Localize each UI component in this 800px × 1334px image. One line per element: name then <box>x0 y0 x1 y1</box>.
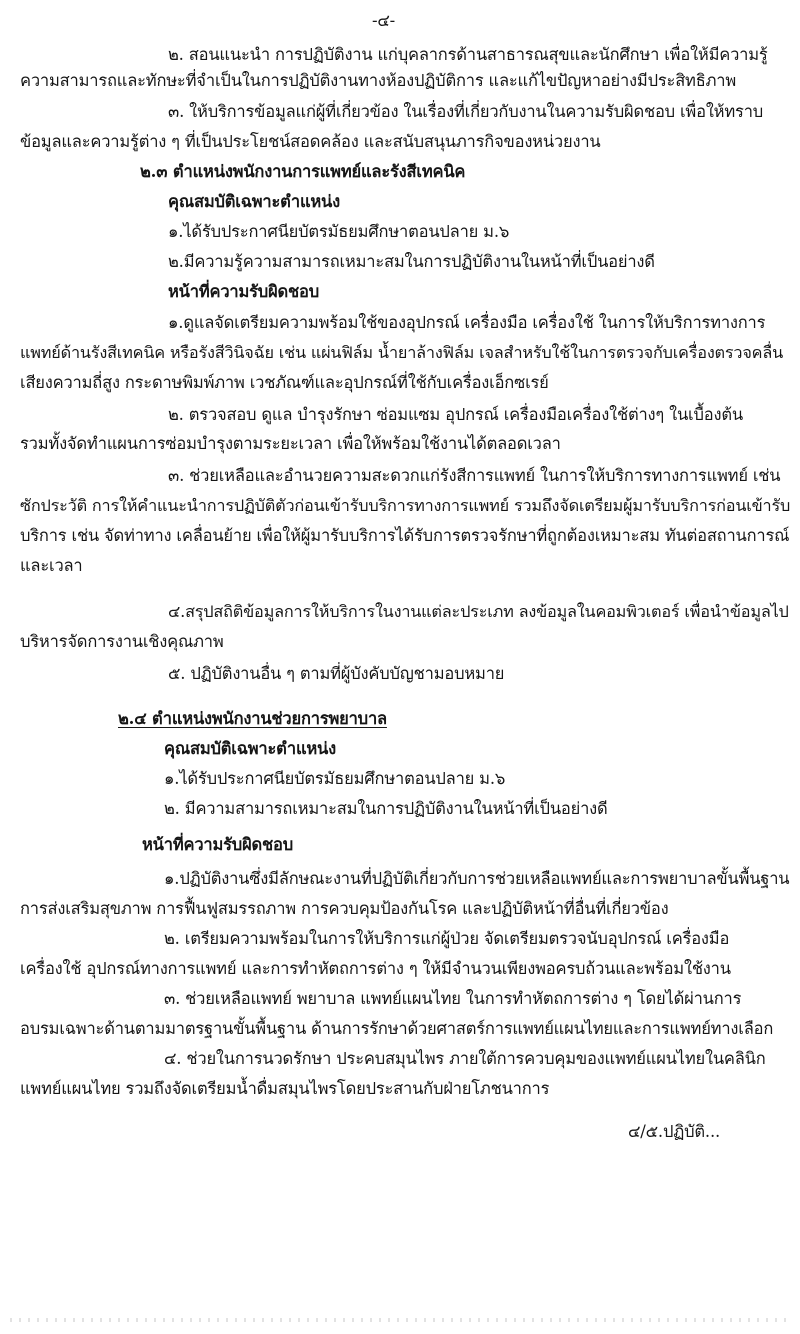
text-line: ๒.มีความรู้ความสามารถเหมาะสมในการปฏิบัติงานในหน้าที่เป็นอย่างดี <box>168 252 655 271</box>
text-line: รวมทั้งจัดทำแผนการซ่อมบำรุงตามระยะเวลา เพื่อให้พร้อมใช้งานได้ตลอดเวลา <box>20 434 561 453</box>
text-line: ๒. สอนแนะนำ การปฏิบัติงาน แก่บุคลากรด้านสาธารณสุขและนักศึกษา เพื่อให้มีความรู้ <box>168 45 768 64</box>
text-line: ๕. ปฏิบัติงานอื่น ๆ ตามที่ผู้บังคับบัญชามอบหมาย <box>168 664 505 683</box>
text-line: แพทย์แผนไทย รวมถึงจัดเตรียมน้ำดื่มสมุนไพรโดยประสานกับฝ่ายโภชนาการ <box>20 1079 550 1098</box>
text-line: เครื่องใช้ อุปกรณ์ทางการแพทย์ และการทำหัตถการต่าง ๆ ให้มีจำนวนเพียงพอครบถ้วนและพร้อมใช้งาน <box>20 959 731 978</box>
text-line: ๔. ช่วยในการนวดรักษา ประคบสมุนไพร ภายใต้การควบคุมของแพทย์แผนไทยในคลินิก <box>164 1049 766 1068</box>
text-line: ๑.ดูแลจัดเตรียมความพร้อมใช้ของอุปกรณ์ เครื่องมือ เครื่องใช้ ในการให้บริการทางการ <box>168 313 766 332</box>
text-line: และเวลา <box>20 556 83 575</box>
text-line: แพทย์ด้านรังสีเทคนิค หรือรังสีวินิจฉัย เช่น แผ่นฟิล์ม น้ำยาล้างฟิล์ม เจลสำหรับใช้ในการตรวจกับเครื่องตรวจคลื่น <box>20 343 784 362</box>
text-line: บริหารจัดการงานเชิงคุณภาพ <box>20 632 224 651</box>
text-line: ๒. มีความสามารถเหมาะสมในการปฏิบัติงานในหน้าที่เป็นอย่างดี <box>164 799 608 818</box>
text-line: อบรมเฉพาะด้านตามมาตรฐานขั้นพื้นฐาน ด้านการรักษาด้วยศาสตร์การแพทย์แผนไทยและการแพทย์ทางเลือก <box>20 1019 774 1038</box>
text-line: ๓. ช่วยเหลือและอำนวยความสะดวกแก่รังสีการแพทย์ ในการให้บริการทางการแพทย์ เช่น <box>168 466 781 485</box>
text-line: ๒. ตรวจสอบ ดูแล บำรุงรักษา ซ่อมแซม อุปกรณ์ เครื่องมือเครื่องใช้ต่างๆ ในเบื้องต้น <box>168 405 743 424</box>
text-line: การส่งเสริมสุขภาพ การฟื้นฟูสมรรถภาพ การควบคุมป้องกันโรค และปฏิบัติหน้าที่อื่นที่เกี่ยวข้อง <box>20 899 669 918</box>
page-number: -๔- <box>372 11 396 30</box>
subheading: คุณสมบัติเฉพาะตำแหน่ง <box>164 739 336 758</box>
text-line: ความสามารถและทักษะที่จำเป็นในการปฏิบัติงานทางห้องปฏิบัติการ และแก้ไขปัญหาอย่างมีประสิทธิภาพ <box>20 71 737 90</box>
text-line: ซักประวัติ การให้คำแนะนำการปฏิบัติตัวก่อนเข้ารับบริการทางการแพทย์ รวมถึงจัดเตรียมผู้มารับบริการก่อนเข้ารับ <box>20 496 791 515</box>
text-line: ๑.ปฏิบัติงานซึ่งมีลักษณะงานที่ปฏิบัติเกี่ยวกับการช่วยเหลือแพทย์และการพยาบาลขั้นพื้นฐาน <box>164 869 790 888</box>
text-line: ๑.ได้รับประกาศนียบัตรมัธยมศึกษาตอนปลาย ม.๖ <box>168 222 510 241</box>
text-line: ๓. ช่วยเหลือแพทย์ พยาบาล แพทย์แผนไทย ในการทำหัตถการต่าง ๆ โดยได้ผ่านการ <box>164 989 742 1008</box>
text-line: ๓. ให้บริการข้อมูลแก่ผู้ที่เกี่ยวข้อง ในเรื่องที่เกี่ยวกับงานในความรับผิดชอบ เพื่อให้ทราบ <box>168 102 764 121</box>
text-line: ๑.ได้รับประกาศนียบัตรมัธยมศึกษาตอนปลาย ม.๖ <box>164 769 506 788</box>
text-line: บริการ เช่น จัดท่าทาง เคลื่อนย้าย เพื่อให้ผู้มารับบริการได้รับการตรวจรักษาที่ถูกต้องเหมาะสม ทันต่อสถานการณ์ <box>20 526 790 545</box>
text-line: ข้อมูลและความรู้ต่าง ๆ ที่เป็นประโยชน์สอดคล้อง และสนับสนุนภารกิจของหน่วยงาน <box>20 132 601 151</box>
text-line: ๒. เตรียมความพร้อมในการให้บริการแก่ผู้ป่วย จัดเตรียมตรวจนับอุปกรณ์ เครื่องมือ <box>164 929 730 948</box>
subheading: หน้าที่ความรับผิดชอบ <box>168 282 320 301</box>
text-line: เสียงความถี่สูง กระดาษพิมพ์ภาพ เวชภัณฑ์และอุปกรณ์ที่ใช้กับเครื่องเอ็กซเรย์ <box>20 373 549 392</box>
subheading: หน้าที่ความรับผิดชอบ <box>142 835 294 854</box>
continuation-note: ๔/๕.ปฏิบัติ... <box>628 1122 721 1141</box>
text-line: ๔.สรุปสถิติข้อมูลการให้บริการในงานแต่ละประเภท ลงข้อมูลในคอมพิวเตอร์ เพื่อนำข้อมูลไป <box>168 602 789 621</box>
section-heading: ๒.๔ ตำแหน่งพนักงานช่วยการพยาบาล <box>118 709 387 728</box>
scan-noise <box>10 1318 790 1322</box>
section-heading: ๒.๓ ตำแหน่งพนักงานการแพทย์และรังสีเทคนิค <box>140 162 466 181</box>
subheading: คุณสมบัติเฉพาะตำแหน่ง <box>168 192 340 211</box>
